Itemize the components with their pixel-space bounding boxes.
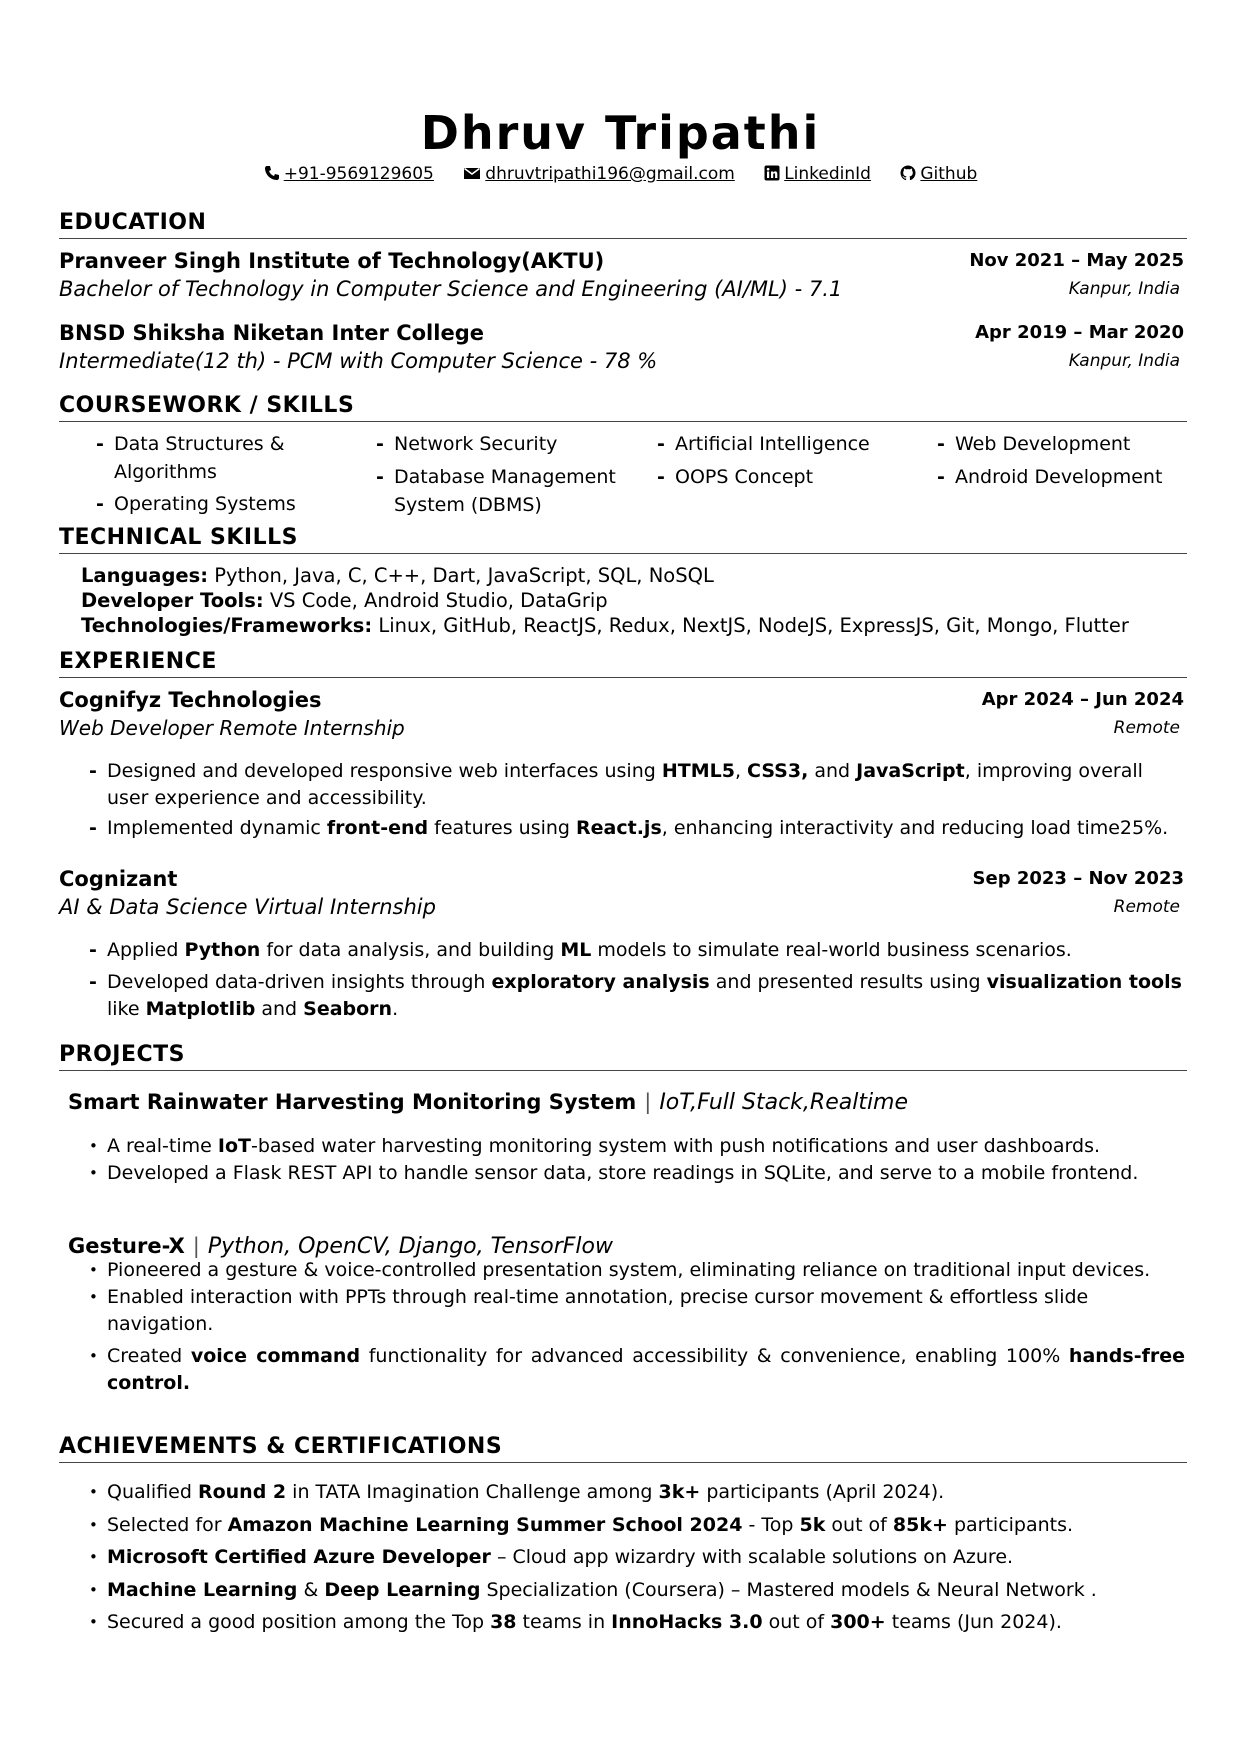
bullet-item: • Pioneered a gesture & voice-controlled presentation system, eliminating reliance on traditional input devices. bbox=[107, 1257, 1185, 1284]
phone-contact[interactable] bbox=[264, 164, 434, 184]
project-stack: IoT,Full Stack,Realtime bbox=[659, 1090, 909, 1115]
job-2-bullets bbox=[107, 937, 1187, 1023]
bullet-item: • Developed a Flask REST API to handle sensor data, store readings in SQLite, and serve to a mobile frontend. bbox=[107, 1160, 1147, 1187]
coursework-col-4 bbox=[931, 430, 1181, 491]
project-2-bullets bbox=[107, 1257, 1185, 1397]
course-item: - Data Structures & Algorithms bbox=[90, 430, 340, 486]
achievement-item: • Secured a good position among the Top 38 teams in InnoHacks 3.0 out of 300+ teams (Jun 2024). bbox=[107, 1606, 1185, 1639]
section-experience: EXPERIENCE bbox=[59, 648, 1187, 678]
bullet-item: - Applied Python for data analysis, and building ML models to simulate real-world business scenarios. bbox=[107, 937, 1187, 964]
section-technical-skills: TECHNICAL SKILLS bbox=[59, 524, 1187, 554]
coursework-col-3 bbox=[651, 430, 901, 491]
school-name: BNSD Shiksha Niketan Inter College bbox=[59, 321, 484, 345]
tools-label: Developer Tools: bbox=[81, 589, 264, 612]
section-achievements: ACHIEVEMENTS & CERTIFICATIONS bbox=[59, 1433, 1187, 1463]
project-name: Smart Rainwater Harvesting Monitoring System bbox=[68, 1090, 637, 1114]
achievement-item: • Qualified Round 2 in TATA Imagination Challenge among 3k+ participants (April 2024). bbox=[107, 1476, 1185, 1509]
achievement-item: • Machine Learning & Deep Learning Specialization (Coursera) – Mastered models & Neural Network . bbox=[107, 1574, 1185, 1607]
job-1-bullets bbox=[107, 758, 1187, 842]
project-separator: | bbox=[192, 1234, 200, 1258]
education-location: Kanpur, India bbox=[1068, 351, 1180, 371]
job-date: Sep 2023 – Nov 2023 bbox=[972, 868, 1184, 889]
course-item: - Operating Systems bbox=[90, 490, 340, 518]
phone-icon bbox=[264, 165, 280, 181]
job-role: Web Developer Remote Internship bbox=[59, 716, 405, 740]
job-location: Remote bbox=[1113, 718, 1180, 738]
achievement-item: • Microsoft Certified Azure Developer – Cloud app wizardry with scalable solutions on Azure. bbox=[107, 1541, 1185, 1574]
education-date: Apr 2019 – Mar 2020 bbox=[975, 322, 1184, 343]
course-item: - Android Development bbox=[931, 463, 1181, 491]
github-contact[interactable] bbox=[900, 164, 977, 184]
education-location: Kanpur, India bbox=[1068, 279, 1180, 299]
linkedin-link[interactable]: LinkedinId bbox=[784, 164, 871, 184]
company-name: Cognizant bbox=[59, 867, 178, 891]
tools-value: VS Code, Android Studio, DataGrip bbox=[269, 589, 608, 612]
bullet-item: - Designed and developed responsive web interfaces using HTML5, CSS3, and JavaScript, improving overall user experience and accessibility. bbox=[107, 758, 1187, 812]
achievements-list bbox=[107, 1476, 1185, 1639]
bullet-item: • A real-time IoT-based water harvesting monitoring system with push notifications and user dashboards. bbox=[107, 1133, 1185, 1160]
job-location: Remote bbox=[1113, 897, 1180, 917]
bullet-item: - Developed data-driven insights through exploratory analysis and presented results using visualization tools like Matplotlib and Seaborn. bbox=[107, 969, 1187, 1023]
github-icon bbox=[900, 165, 916, 181]
project-1-title bbox=[68, 1088, 908, 1117]
bullet-item: - Implemented dynamic front-end features using React.js, enhancing interactivity and reducing load time25%. bbox=[107, 815, 1187, 842]
job-role: AI & Data Science Virtual Internship bbox=[59, 895, 436, 919]
languages-line bbox=[81, 563, 714, 588]
course-item: - Artificial Intelligence bbox=[651, 430, 901, 458]
course-item: - Web Development bbox=[931, 430, 1181, 458]
education-date: Nov 2021 – May 2025 bbox=[969, 250, 1184, 271]
email-contact[interactable] bbox=[463, 164, 735, 184]
bullet-item: • Enabled interaction with PPTs through real-time annotation, precise cursor movement & effortless slide navigation. bbox=[107, 1284, 1147, 1338]
project-1-bullets bbox=[107, 1133, 1185, 1187]
contact-bar bbox=[0, 164, 1241, 184]
section-coursework: COURSEWORK / SKILLS bbox=[59, 392, 1187, 422]
technologies-value: Linux, GitHub, ReactJS, Redux, NextJS, NodeJS, ExpressJS, Git, Mongo, Flutter bbox=[378, 614, 1129, 637]
coursework-col-2 bbox=[370, 430, 620, 519]
course-item: - Network Security bbox=[370, 430, 620, 458]
bullet-item: • Created voice command functionality for advanced accessibility & convenience, enabling 100% hands-free control. bbox=[107, 1343, 1185, 1397]
technologies-line bbox=[81, 613, 1129, 638]
project-stack: Python, OpenCV, Django, TensorFlow bbox=[207, 1234, 613, 1259]
achievement-item: • Selected for Amazon Machine Learning Summer School 2024 - Top 5k out of 85k+ participants. bbox=[107, 1509, 1185, 1542]
job-date: Apr 2024 – Jun 2024 bbox=[981, 689, 1184, 710]
coursework-col-1 bbox=[90, 430, 340, 518]
languages-value: Python, Java, C, C++, Dart, JavaScript, SQL, NoSQL bbox=[214, 564, 714, 587]
project-name: Gesture-X bbox=[68, 1234, 185, 1258]
github-link[interactable]: Github bbox=[920, 164, 978, 184]
email-link[interactable]: dhruvtripathi196@gmail.com bbox=[485, 164, 735, 184]
course-item: - Database Management System (DBMS) bbox=[370, 463, 620, 519]
project-separator: | bbox=[644, 1090, 652, 1114]
course-item: - OOPS Concept bbox=[651, 463, 901, 491]
degree: Intermediate(12 th) - PCM with Computer Science - 78 % bbox=[59, 349, 658, 373]
technologies-label: Technologies/Frameworks: bbox=[81, 614, 373, 637]
coursework-grid bbox=[90, 430, 1190, 520]
email-icon bbox=[463, 165, 481, 181]
school-name: Pranveer Singh Institute of Technology(AKTU) bbox=[59, 249, 605, 273]
candidate-name: Dhruv Tripathi bbox=[420, 106, 821, 160]
company-name: Cognifyz Technologies bbox=[59, 688, 322, 712]
section-projects: PROJECTS bbox=[59, 1041, 1187, 1071]
linkedin-contact[interactable] bbox=[764, 164, 871, 184]
languages-label: Languages: bbox=[81, 564, 209, 587]
tools-line bbox=[81, 588, 608, 613]
linkedin-icon bbox=[764, 165, 780, 181]
degree: Bachelor of Technology in Computer Science and Engineering (AI/ML) - 7.1 bbox=[59, 277, 843, 301]
section-education: EDUCATION bbox=[59, 209, 1187, 239]
phone-link[interactable]: +91-9569129605 bbox=[283, 164, 434, 184]
